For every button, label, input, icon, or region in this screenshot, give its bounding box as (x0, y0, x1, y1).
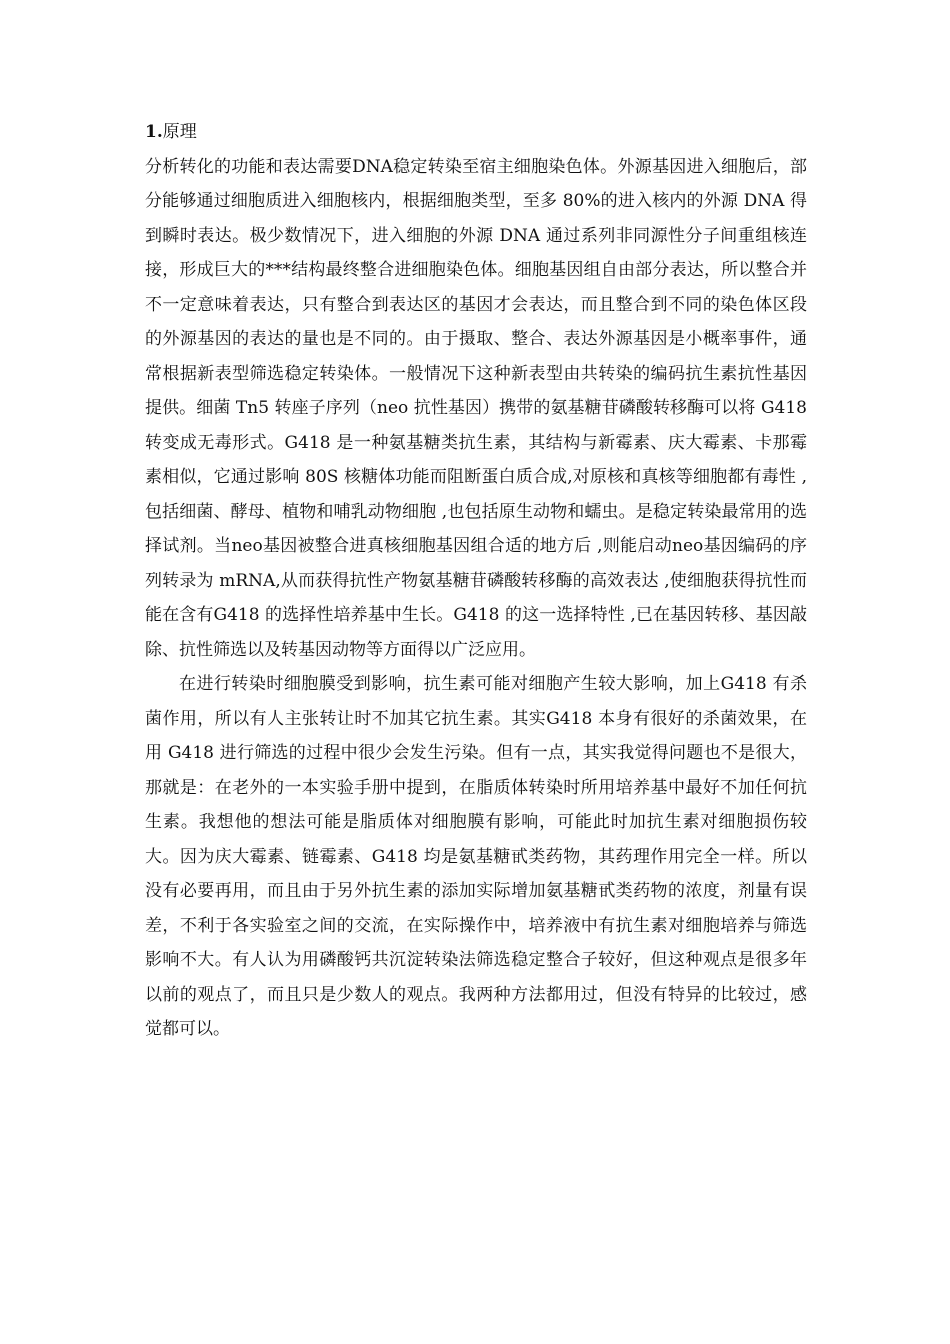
paragraph-principle: 分析转化的功能和表达需要DNA稳定转染至宿主细胞染色体。外源基因进入细胞后，部分能够通过细胞质进入细胞核内，根据细胞类型，至多 80%的进入核内的外源 DNA 得到瞬时表达。极少数情况下，进入细胞的外源 DNA 通过系列非同源性分子间重组核连接，形成巨大的***结构最终整合进细胞染色体。细胞基因组自由部分表达，所以整合并不一定意味着表达，只有整合到表达区的基因才会表达，而且整合到不同的染色体区段的外源基因的表达的量也是不同的。由于摄取、整合、表达外源基因是小概率事件，通常根据新表型筛选稳定转染体。一般情况下这种新表型由共转染的编码抗生素抗性基因提供。细菌 Tn5 转座子序列（neo 抗性基因）携带的氨基糖苷磷酸转移酶可以将 G418 转变成无毒形式。G418 是一种氨基糖类抗生素，其结构与新霉素、庆大霉素、卡那霉素相似，它通过影响 80S 核糖体功能而阻断蛋白质合成,对原核和真核等细胞都有毒性 ,包括细菌、酵母、植物和哺乳动物细胞 ,也包括原生动物和蠕虫。是稳定转染最常用的选择试剂。当neo基因被整合进真核细胞基因组合适的地方后 ,则能启动neo基因编码的序列转录为 mRNA,从而获得抗性产物氨基糖苷磷酸转移酶的高效表达 ,使细胞获得抗性而能在含有G418 的选择性培养基中生长。G418 的这一选择特性 ,已在基因转移、基因敲除、抗性筛选以及转基因动物等方面得以广泛应用。 (145, 156, 807, 660)
section-number: 1. (145, 122, 163, 142)
section-title: 原理 (162, 122, 197, 142)
paragraph-antibiotics: 在进行转染时细胞膜受到影响，抗生素可能对细胞产生较大影响，加上G418 有杀菌作用，所以有人主张转让时不加其它抗生素。其实G418 本身有很好的杀菌效果，在用 G418 进行筛选的过程中很少会发生污染。但有一点，其实我觉得问题也不是很大，那就是：在老外的一本实验手册中提到，在脂质体转染时所用培养基中最好不加任何抗生素。我想他的想法可能是脂质体对细胞膜有影响，可能此时加抗生素对细胞损伤较大。因为庆大霉素、链霉素、G418 均是氨基糖甙类药物，其药理作用完全一样。所以没有必要再用，而且由于另外抗生素的添加实际增加氨基糖甙类药物的浓度，剂量有误差，不利于各实验室之间的交流，在实际操作中，培养液中有抗生素对细胞培养与筛选影响不大。有人认为用磷酸钙共沉淀转染法筛选稳定整合子较好，但这种观点是很多年以前的观点了，而且只是少数人的观点。我两种方法都用过，但没有特异的比较过，感觉都可以。 (145, 674, 807, 1039)
section-heading (145, 115, 807, 150)
document-page (145, 115, 807, 1047)
